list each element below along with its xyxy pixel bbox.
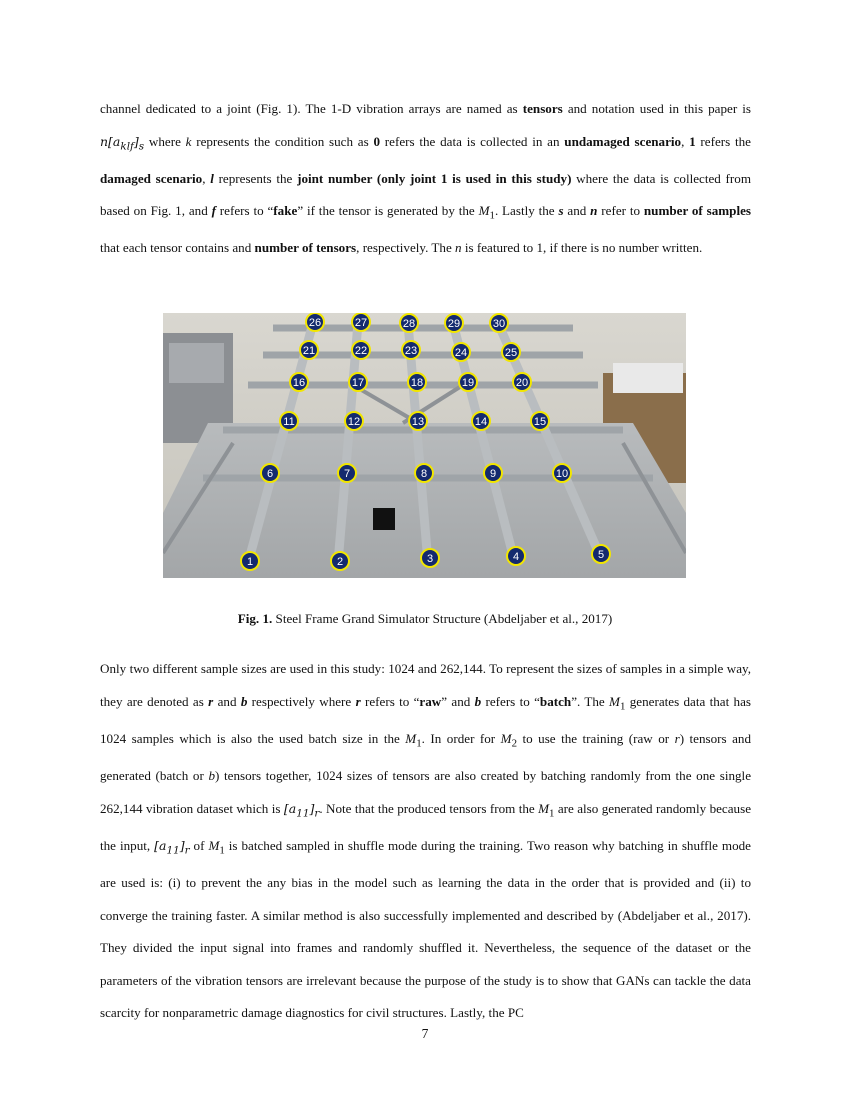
shaker-device — [373, 508, 395, 530]
joint-marker-29 — [445, 314, 463, 332]
joint-label: 22 — [354, 345, 368, 357]
joint-marker-14 — [472, 412, 490, 430]
joint-marker-20 — [513, 373, 531, 391]
joint-label: 18 — [410, 377, 424, 389]
joint-marker-1 — [241, 552, 259, 570]
joint-marker-2 — [331, 552, 349, 570]
joint-label: 23 — [404, 345, 418, 357]
joint-label: 11 — [283, 416, 295, 428]
cabinet-panel — [169, 343, 224, 383]
joint-label: 24 — [454, 347, 468, 359]
joint-label: 12 — [347, 416, 361, 428]
joint-label: 17 — [351, 377, 365, 389]
figure-caption: Fig. 1. Steel Frame Grand Simulator Structure (Abdeljaber et al., 2017) — [237, 611, 613, 626]
joint-label: 28 — [402, 318, 416, 330]
joint-label: 15 — [533, 416, 547, 428]
joint-marker-10 — [553, 464, 571, 482]
joint-label: 4 — [512, 551, 520, 563]
right-truss-model — [613, 363, 683, 393]
joint-marker-28 — [400, 314, 418, 332]
steel-frame-photo — [163, 313, 686, 578]
page-number: 7 — [421, 1026, 429, 1041]
joint-marker-19 — [459, 373, 477, 391]
joint-marker-26 — [306, 313, 324, 331]
joint-marker-23 — [402, 341, 420, 359]
joint-marker-22 — [352, 341, 370, 359]
paragraph-sample-sizes: Only two different sample sizes are used in this study: 1024 and 262,144. To represent the sizes of samples in a simple way, they are denoted as r and b respectively where r refers to “raw” and b refers to “batch”. The $M_1$ generates data that has 1024 samples which is also the used batch size in the $M_1$. In order for $M_2$ to use the training (raw or r) tensors and generated (batch or b) tensors together, 1024 sizes of tensors are also created by batching randomly from the one single 262,144 vibration dataset which is $[a_{11}]_r$. Note that the produced tensors from the $M_1$ are also generated randomly because the input, $[a_{11}]_r$ of $M_1$ is batched sampled in shuffle mode during the training. Two reason why batching in shuffle mode are used is: (i) to prevent the any bias in the model such as learning the data in the order that is provided and (ii) to converge the training faster. A similar method is also successfully implemented and described by (Abdeljaber et al., 2017). They divided the input signal into frames and randomly shuffled it. Nevertheless, the sequence of the dataset or the parameters of the vibration tensors are irrelevant because the purpose of the study is to show that GANs can tackle the data scarcity for nonparametric damage diagnostics for civil structures. Lastly, the PC — [100, 661, 752, 1021]
joint-marker-4 — [507, 547, 525, 565]
joint-marker-6 — [261, 464, 279, 482]
paragraph-notation: channel dedicated to a joint (Fig. 1). The 1-D vibration arrays are named as tensors and notation used in this paper is $n[a_{klf}]_s$ where k represents the condition such as 0 refers the data is collected in an undamaged scenario, 1 refers the damaged scenario, l represents the joint number (only joint 1 is used in this study) where the data is collected from based on Fig. 1, and f refers to “fake” if the tensor is generated by the $M_1$. Lastly the s and n refer to number of samples that each tensor contains and number of tensors, respectively. The n is featured to 1, if there is no number written. — [100, 101, 752, 256]
joint-marker-7 — [338, 464, 356, 482]
joint-marker-8 — [415, 464, 433, 482]
joint-label: 25 — [504, 347, 518, 359]
joint-marker-25 — [502, 343, 520, 361]
joint-label: 19 — [461, 377, 475, 389]
joint-label: 20 — [515, 377, 529, 389]
joint-label: 14 — [474, 416, 488, 428]
joint-marker-24 — [452, 343, 470, 361]
joint-label: 7 — [343, 468, 351, 480]
joint-label: 26 — [308, 317, 322, 329]
joint-marker-11 — [280, 412, 298, 430]
joint-marker-16 — [290, 373, 308, 391]
joint-label: 3 — [426, 553, 434, 565]
joint-label: 21 — [302, 345, 316, 357]
joint-label: 1 — [246, 556, 254, 568]
joint-marker-17 — [349, 373, 367, 391]
joint-label: 9 — [489, 468, 497, 480]
joint-marker-21 — [300, 341, 318, 359]
joint-marker-5 — [592, 545, 610, 563]
joint-label: 13 — [411, 416, 425, 428]
joint-marker-15 — [531, 412, 549, 430]
joint-marker-9 — [484, 464, 502, 482]
joint-marker-18 — [408, 373, 426, 391]
joint-marker-12 — [345, 412, 363, 430]
joint-marker-27 — [352, 313, 370, 331]
joint-label: 30 — [492, 318, 506, 330]
joint-label: 10 — [555, 468, 569, 480]
joint-label: 8 — [420, 468, 428, 480]
joint-label: 2 — [336, 556, 344, 568]
joint-marker-30 — [490, 314, 508, 332]
joint-label: 6 — [266, 468, 274, 480]
joint-label: 29 — [447, 318, 461, 330]
joint-marker-3 — [421, 549, 439, 567]
steel-frame-illustration — [163, 313, 686, 578]
joint-marker-13 — [409, 412, 427, 430]
joint-label: 27 — [354, 317, 368, 329]
joint-label: 16 — [292, 377, 306, 389]
joint-label: 5 — [597, 549, 605, 561]
